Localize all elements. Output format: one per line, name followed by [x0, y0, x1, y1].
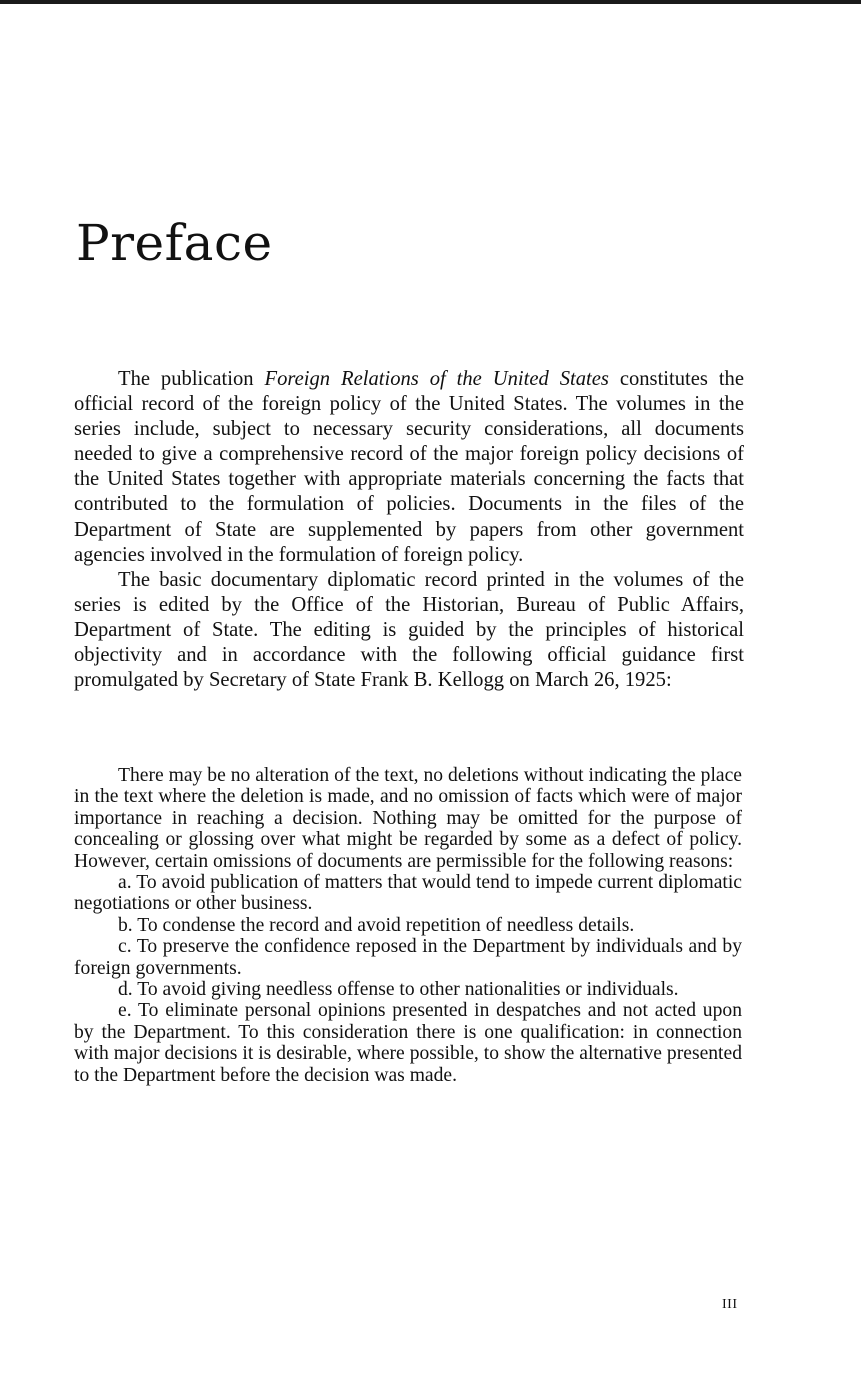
publication-title: Foreign Relations of the United States: [264, 368, 609, 390]
kellogg-guidance-quote: [74, 765, 742, 1086]
quote-item-c: c. To preserve the confidence reposed in the Department by individuals and by foreign governments.: [74, 936, 742, 979]
page-title: Preface: [76, 214, 273, 272]
paragraph-2: The basic documentary diplomatic record printed in the volumes of the series is edited by the Office of the Historian, Bureau of Public Affairs, Department of State. The editing is guided by the principles of historical objectivity and in accordance with the following official guidance first promulgated by Secretary of State Frank B. Kellogg on March 26, 1925:: [74, 568, 744, 692]
quote-item-b: b. To condense the record and avoid repetition of needless details.: [118, 914, 635, 936]
paragraph-1-rest: constitutes the official record of the foreign policy of the United States. The volumes in the series include, subject to necessary security considerations, all documents needed to give a comprehensive record of the major foreign policy decisions of the United States together with appropriate materials concerning the facts that contributed to the formulation of policies. Documents in the files of the Department of State are supplemented by papers from other government agencies involved in the formulation of foreign policy.: [74, 368, 744, 566]
quote-intro: There may be no alteration of the text, no deletions without indicating the place in the text where the deletion is made, and no omission of facts which were of major importance in reaching a decision. Nothing may be omitted for the purpose of concealing or glossing over what might be regarded by some as a defect of policy. However, certain omissions of documents are permissible for the following reasons:: [74, 765, 742, 872]
quote-item-e: e. To eliminate personal opinions presented in despatches and not acted upon by the Department. To this consideration there is one qualification: in connection with major decisions it is desirable, where possible, to show the alternative presented to the Department before the decision was made.: [74, 1000, 742, 1086]
paragraph-1-lead: The publication: [118, 368, 265, 390]
top-rule: [0, 0, 861, 4]
quote-item-a: a. To avoid publication of matters that would tend to impede current diplomatic negotiations or other business.: [74, 872, 742, 915]
quote-item-d: d. To avoid giving needless offense to other nationalities or individuals.: [118, 979, 679, 1001]
paragraph-1: [74, 367, 744, 568]
body-text: [74, 367, 744, 693]
page-number: III: [722, 1297, 738, 1312]
